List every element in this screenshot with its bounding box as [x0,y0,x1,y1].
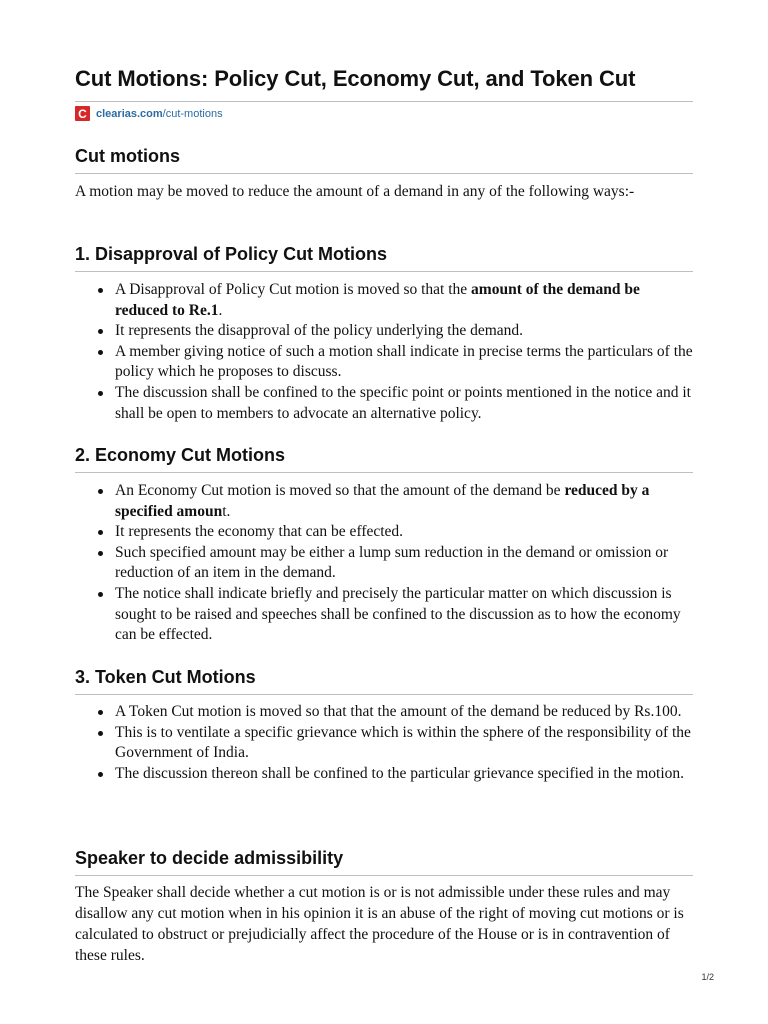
section-heading-policy-cut: 1. Disapproval of Policy Cut Motions [75,244,388,264]
list-item: Such specified amount may be either a lump sum reduction in the demand or omission or reduction of an item in the demand. [115,543,695,584]
page-title: Cut Motions: Policy Cut, Economy Cut, and Token Cut [75,66,636,91]
list-item: An Economy Cut motion is moved so that the amount of the demand be reduced by a specified amount. [115,481,695,522]
section-heading-token-cut: 3. Token Cut Motions [75,667,256,687]
list-item: A member giving notice of such a motion shall indicate in precise terms the particulars of the policy which he proposes to discuss. [115,342,695,383]
list-item: The discussion shall be confined to the specific point or points mentioned in the notice and it shall be open to members to advocate an alternative policy. [115,383,695,424]
speaker-paragraph: The Speaker shall decide whether a cut motion is or is not admissible under these rules and may disallow any cut motion when in his opinion it is an abuse of the right of moving cut motions or is calculated to obstruct or prejudicially affect the procedure of the House or is in contravention of these rules. [75,884,684,964]
section-heading-economy-cut: 2. Economy Cut Motions [75,445,286,465]
list-item: This is to ventilate a specific grievance which is within the sphere of the responsibility of the Government of India. [115,723,695,764]
section-heading-speaker: Speaker to decide admissibility [75,848,344,868]
economy-cut-list [75,481,695,646]
list-item: It represents the economy that can be effected. [115,522,695,543]
page-number: 1/2 [701,972,714,982]
section-divider [75,173,693,174]
section-divider [75,694,693,695]
source-domain[interactable]: clearias.com [96,107,163,120]
policy-cut-list [75,280,695,424]
section-divider [75,472,693,473]
source-link[interactable] [75,106,223,121]
section-divider [75,875,693,876]
clearias-logo-icon: C [75,106,90,121]
list-item: The discussion thereon shall be confined to the particular grievance specified in the motion. [115,764,695,785]
section-divider [75,271,693,272]
list-item: A Token Cut motion is moved so that that the amount of the demand be reduced by Rs.100. [115,702,695,723]
intro-paragraph: A motion may be moved to reduce the amount of a demand in any of the following ways:- [75,183,635,200]
list-item: A Disapproval of Policy Cut motion is moved so that the amount of the demand be reduced to Re.1. [115,280,695,321]
list-item: The notice shall indicate briefly and precisely the particular matter on which discussion is sought to be raised and speeches shall be confined to the discussion as to how the economy can be effected. [115,584,695,646]
list-item: It represents the disapproval of the policy underlying the demand. [115,321,695,342]
section-heading-cut-motions: Cut motions [75,146,180,166]
token-cut-list [75,702,695,784]
title-divider [75,101,693,102]
source-path[interactable]: /cut-motions [162,107,223,120]
